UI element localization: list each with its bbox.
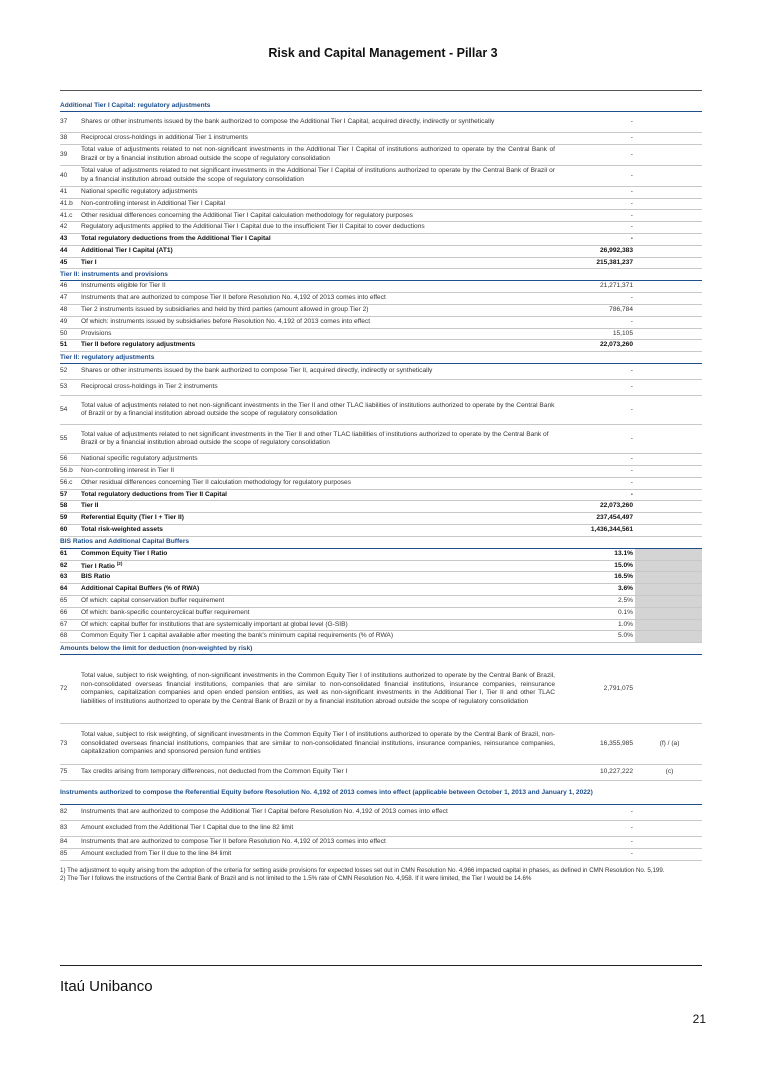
row-value: 1,436,344,561 — [561, 524, 635, 536]
table-row — [60, 572, 702, 584]
row-number: 73 — [60, 724, 79, 765]
table-row — [60, 293, 702, 305]
section-title: Tier II: regulatory adjustments — [60, 352, 702, 364]
row-description — [79, 304, 561, 316]
row-number: 53 — [60, 380, 79, 396]
row-description-text: Total value, subject to risk weighting, of significant investments in the Common Equity Tier I of institutions authorized to operate by the Central Bank of Brazil, non-consolidated overseas financial institutions, companies that are similar to non-consolidated financial institutions, insurance companies, reinsurance companies, capitalization companies and sponsored pension fund entities — [81, 731, 555, 756]
row-description — [79, 584, 561, 596]
row-number: 56.c — [60, 477, 79, 489]
row-description — [79, 805, 561, 821]
row-reference — [635, 584, 702, 596]
row-description-text: Tax credits arising from temporary differences, not deducted from the Common Equity Tier I — [81, 768, 348, 776]
row-reference — [635, 210, 702, 222]
table-row — [60, 380, 702, 396]
row-number: 37 — [60, 112, 79, 133]
row-description — [79, 364, 561, 380]
row-number: 51 — [60, 340, 79, 352]
row-value: 15,105 — [561, 328, 635, 340]
row-reference — [635, 477, 702, 489]
table-row — [60, 245, 702, 257]
row-value: 3.6% — [561, 584, 635, 596]
row-reference — [635, 380, 702, 396]
row-reference — [635, 293, 702, 305]
table-row — [60, 805, 702, 821]
row-value: 21,271,371 — [561, 281, 635, 293]
row-value: 16.5% — [561, 572, 635, 584]
row-value: 1.0% — [561, 619, 635, 631]
row-reference — [635, 340, 702, 352]
section-header-row — [60, 643, 702, 655]
row-number: 49 — [60, 316, 79, 328]
footnotes — [60, 867, 702, 884]
row-value: - — [561, 465, 635, 477]
row-description-text: Total risk-weighted assets — [81, 526, 163, 534]
row-description — [79, 396, 561, 425]
row-description — [79, 222, 561, 234]
table-row — [60, 454, 702, 466]
row-reference — [635, 805, 702, 821]
row-description-text: Additional Capital Buffers (% of RWA) — [81, 585, 200, 593]
row-number: 56 — [60, 454, 79, 466]
row-description — [79, 186, 561, 198]
row-reference — [635, 304, 702, 316]
row-description — [79, 595, 561, 607]
row-reference — [635, 316, 702, 328]
row-description — [79, 328, 561, 340]
table-row — [60, 281, 702, 293]
row-description-text: Additional Tier I Capital (AT1) — [81, 246, 173, 254]
row-number: 55 — [60, 425, 79, 454]
row-value: - — [561, 454, 635, 466]
row-description — [79, 210, 561, 222]
row-number: 61 — [60, 548, 79, 560]
row-reference — [635, 186, 702, 198]
row-description — [79, 837, 561, 849]
row-description — [79, 848, 561, 860]
row-reference — [635, 144, 702, 165]
table-row — [60, 821, 702, 837]
page-title: Risk and Capital Management - Pillar 3 — [268, 46, 498, 60]
row-reference — [635, 631, 702, 643]
row-description-text: Tier II — [81, 502, 99, 510]
row-reference — [635, 848, 702, 860]
row-reference — [635, 513, 702, 525]
row-description-text: Shares or other instruments issued by the bank authorized to compose Tier II, acquired directly, indirectly or synthetically — [81, 367, 433, 375]
row-value: 10,227,222 — [561, 765, 635, 781]
row-value: - — [561, 316, 635, 328]
row-number: 46 — [60, 281, 79, 293]
row-description — [79, 454, 561, 466]
table-row — [60, 144, 702, 165]
row-description-text: Tier I Ratio — [81, 562, 115, 570]
table-row — [60, 837, 702, 849]
table-row — [60, 631, 702, 643]
row-value: - — [561, 144, 635, 165]
row-reference — [635, 222, 702, 234]
row-description-text: Tier 2 instruments issued by subsidiaries and held by third parties (amount allowed in group Tier 2) — [81, 306, 369, 314]
row-description — [79, 501, 561, 513]
row-reference: (f) / (a) — [635, 724, 702, 765]
row-value: 15.0% — [561, 560, 635, 572]
table-row — [60, 655, 702, 724]
row-number: 68 — [60, 631, 79, 643]
row-description — [79, 293, 561, 305]
row-reference — [635, 245, 702, 257]
row-description-text: BIS Ratio — [81, 573, 111, 581]
top-divider — [60, 90, 702, 91]
row-value: 16,355,985 — [561, 724, 635, 765]
row-value: - — [561, 837, 635, 849]
table-row — [60, 133, 702, 145]
row-description — [79, 281, 561, 293]
footnote: 1) The adjustment to equity arising from the adoption of the criteria for setting aside provisions for expected losses set out in CMN Resolution No. 4,966 impacted capital in phases, as defined in CMN Resolution No. 5,199. — [60, 866, 665, 874]
row-reference — [635, 560, 702, 572]
table-row — [60, 524, 702, 536]
row-value: 215,381,237 — [561, 257, 635, 269]
row-description-text: Other residual differences concerning the Additional Tier I Capital calculation methodology for regulatory purposes — [81, 211, 413, 219]
footnote: 2) The Tier I follows the instructions of the Central Bank of Brazil and is not limited to the 1.5% rate of CMN Resolution No. 4,958. If it were limited, the Tier I would be 14.6% — [60, 875, 532, 883]
row-description — [79, 548, 561, 560]
row-reference — [635, 837, 702, 849]
row-number: 56.b — [60, 465, 79, 477]
row-description-text: Common Equity Tier I Ratio — [81, 549, 168, 557]
row-number: 42 — [60, 222, 79, 234]
row-description-text: Provisions — [81, 329, 112, 337]
table-row — [60, 222, 702, 234]
table-row — [60, 584, 702, 596]
row-description-text: Total regulatory deductions from Tier II Capital — [81, 490, 227, 498]
section-header-row — [60, 269, 702, 281]
table-row — [60, 304, 702, 316]
row-description — [79, 425, 561, 454]
row-reference — [635, 396, 702, 425]
row-number: 54 — [60, 396, 79, 425]
row-number: 57 — [60, 489, 79, 501]
table-row — [60, 477, 702, 489]
row-reference — [635, 454, 702, 466]
row-value: 786,784 — [561, 304, 635, 316]
row-description-text: Total value of adjustments related to net significant investments in the Tier II and other TLAC liabilities of institutions authorized to operate by the Central Bank of Brazil or by a financial institution abroad outside the scope of regulatory consolidation — [81, 430, 549, 447]
row-description-text: Shares or other instruments issued by the bank authorized to compose the Additional Tier I Capital, acquired directly, indirectly or synthetically — [81, 117, 495, 125]
row-value: 2.5% — [561, 595, 635, 607]
row-value: - — [561, 425, 635, 454]
section-header-row — [60, 352, 702, 364]
row-description — [79, 198, 561, 210]
row-number: 67 — [60, 619, 79, 631]
row-description — [79, 233, 561, 245]
row-value: - — [561, 364, 635, 380]
row-number: 44 — [60, 245, 79, 257]
row-reference — [635, 198, 702, 210]
row-value: - — [561, 222, 635, 234]
row-value: - — [561, 133, 635, 145]
capital-composition-table-area — [60, 100, 702, 883]
row-description-text: Other residual differences concerning Tier II calculation methodology for regulatory purposes — [81, 478, 352, 486]
row-reference — [635, 548, 702, 560]
row-number: 59 — [60, 513, 79, 525]
section-title: BIS Ratios and Additional Capital Buffers — [60, 536, 702, 548]
row-number: 64 — [60, 584, 79, 596]
section-header-row — [60, 781, 702, 805]
section-title: Instruments authorized to compose the Referential Equity before Resolution No. 4,192 of 2013 comes into effect (applicable between October 1, 2013 and January 1, 2022) — [60, 781, 702, 805]
row-description — [79, 380, 561, 396]
row-description — [79, 477, 561, 489]
row-description — [79, 631, 561, 643]
page-number: 21 — [692, 1012, 706, 1026]
row-reference — [635, 257, 702, 269]
row-number: 45 — [60, 257, 79, 269]
row-description — [79, 572, 561, 584]
row-description — [79, 655, 561, 724]
table-row — [60, 316, 702, 328]
table-row — [60, 548, 702, 560]
row-number: 60 — [60, 524, 79, 536]
row-value: - — [561, 112, 635, 133]
row-description-text: Total value of adjustments related to net non-significant investments in the Additional Tier I Capital of institutions authorized to operate by the Central Bank of Brazil or by a financial institution abroad outside the scope of regulatory consolidation — [81, 146, 555, 162]
row-value: - — [561, 380, 635, 396]
row-description-text: National specific regulatory adjustments — [81, 187, 198, 195]
row-description — [79, 133, 561, 145]
row-reference — [635, 821, 702, 837]
row-description-text: Instruments eligible for Tier II — [81, 282, 166, 290]
table-row — [60, 489, 702, 501]
table-row — [60, 425, 702, 454]
row-number: 52 — [60, 364, 79, 380]
table-row — [60, 595, 702, 607]
row-value: 22,073,260 — [561, 340, 635, 352]
row-description-text: Non-controlling interest in Tier II — [81, 467, 175, 475]
row-description-text: Non-controlling interest in Additional Tier I Capital — [81, 199, 226, 207]
row-number: 63 — [60, 572, 79, 584]
row-description-text: Amount excluded from Tier II due to the line 84 limit — [81, 850, 232, 858]
row-reference — [635, 133, 702, 145]
row-description-text: Total regulatory deductions from the Additional Tier I Capital — [81, 235, 271, 243]
row-value: - — [561, 293, 635, 305]
row-reference — [635, 233, 702, 245]
row-value: - — [561, 805, 635, 821]
table-row — [60, 340, 702, 352]
row-number: 43 — [60, 233, 79, 245]
row-value: 0.1% — [561, 607, 635, 619]
row-number: 82 — [60, 805, 79, 821]
row-description — [79, 724, 561, 765]
row-reference — [635, 501, 702, 513]
row-reference — [635, 281, 702, 293]
row-description — [79, 316, 561, 328]
row-reference — [635, 165, 702, 186]
table-row — [60, 607, 702, 619]
table-row — [60, 396, 702, 425]
row-number: 41.c — [60, 210, 79, 222]
row-description-text: Regulatory adjustments applied to the Additional Tier I Capital due to the insufficient Tier II Capital to cover deductions — [81, 223, 425, 231]
row-reference — [635, 364, 702, 380]
row-reference — [635, 595, 702, 607]
row-number: 83 — [60, 821, 79, 837]
table-row — [60, 328, 702, 340]
row-value: - — [561, 848, 635, 860]
row-number: 41 — [60, 186, 79, 198]
table-row — [60, 165, 702, 186]
table-row — [60, 257, 702, 269]
table-row — [60, 186, 702, 198]
row-description — [79, 465, 561, 477]
row-value: - — [561, 396, 635, 425]
row-reference — [635, 524, 702, 536]
row-description-text: Common Equity Tier 1 capital available after meeting the bank's minimum capital requirements (% of RWA) — [81, 632, 394, 640]
row-description-text: Total value, subject to risk weighting, of non-significant investments in the Common Equity Tier I of institutions authorized to operate by the Central Bank of Brazil, non-consolidated overseas financial institutions, companies that are similar to non-consolidated financial institutions, insurance companies, reinsurance companies, capitalization companies and open ended pension entities, as well as non-significant investments in the Additional Tier I, Tier II and other TLAC liabilities of institutions authorized to operate by the Central Bank of Brazil or by a financial institution abroad outside the scope of regulatory consolidation — [81, 671, 555, 705]
row-value: - — [561, 477, 635, 489]
row-value: - — [561, 165, 635, 186]
row-description-text: Instruments that are authorized to compose the Additional Tier I Capital before Resolution No. 4,192 of 2013 comes into effect — [81, 808, 448, 816]
table-row — [60, 233, 702, 245]
row-number: 75 — [60, 765, 79, 781]
row-description-text: Amount excluded from the Additional Tier I Capital due to the line 82 limit — [81, 824, 294, 832]
row-description-text: Reciprocal cross-holdings in Tier 2 instruments — [81, 383, 218, 391]
table-row — [60, 619, 702, 631]
row-description-text: Reciprocal cross-holdings in additional Tier 1 instruments — [81, 134, 248, 142]
row-value: 5.0% — [561, 631, 635, 643]
row-description — [79, 524, 561, 536]
row-number: 39 — [60, 144, 79, 165]
row-description-text: Referential Equity (Tier I + Tier II) — [81, 514, 184, 522]
table-row — [60, 560, 702, 572]
row-description — [79, 112, 561, 133]
table-row — [60, 210, 702, 222]
row-value: 26,992,383 — [561, 245, 635, 257]
row-number: 41.b — [60, 198, 79, 210]
row-number: 72 — [60, 655, 79, 724]
row-description — [79, 489, 561, 501]
row-reference — [635, 489, 702, 501]
table-row — [60, 513, 702, 525]
table-row — [60, 724, 702, 765]
row-number: 48 — [60, 304, 79, 316]
brand-name: Itaú Unibanco — [60, 978, 153, 995]
row-description — [79, 765, 561, 781]
row-description — [79, 165, 561, 186]
section-header-row — [60, 536, 702, 548]
row-description-text: Instruments that are authorized to compose Tier II before Resolution No. 4,192 of 2013 comes into effect — [81, 294, 386, 302]
row-number: 84 — [60, 837, 79, 849]
row-number: 47 — [60, 293, 79, 305]
row-description — [79, 340, 561, 352]
row-reference — [635, 572, 702, 584]
table-row — [60, 765, 702, 781]
row-description-text: Tier I — [81, 258, 97, 266]
row-description — [79, 560, 561, 572]
row-reference — [635, 655, 702, 724]
section-title: Amounts below the limit for deduction (non-weighted by risk) — [60, 643, 702, 655]
row-value: - — [561, 489, 635, 501]
row-description — [79, 245, 561, 257]
row-description-text: Of which: capital buffer for institutions that are systemically important at global level (G-SIB) — [81, 620, 348, 628]
row-reference: (c) — [635, 765, 702, 781]
capital-composition-table — [60, 100, 702, 861]
section-title: Additional Tier I Capital: regulatory adjustments — [60, 100, 702, 112]
table-row — [60, 848, 702, 860]
row-reference — [635, 619, 702, 631]
row-description — [79, 257, 561, 269]
row-description-text: Instruments that are authorized to compose Tier II before Resolution No. 4,192 of 2013 comes into effect — [81, 838, 386, 846]
row-reference — [635, 328, 702, 340]
row-value: - — [561, 198, 635, 210]
row-value: 22,073,260 — [561, 501, 635, 513]
row-value: - — [561, 186, 635, 198]
row-description — [79, 821, 561, 837]
row-number: 66 — [60, 607, 79, 619]
table-row — [60, 198, 702, 210]
row-description — [79, 144, 561, 165]
section-title: Tier II: instruments and provisions — [60, 269, 702, 281]
row-description — [79, 513, 561, 525]
table-row — [60, 364, 702, 380]
row-number: 40 — [60, 165, 79, 186]
row-description — [79, 607, 561, 619]
row-description-text: Of which: capital conservation buffer requirement — [81, 597, 225, 605]
row-value: - — [561, 821, 635, 837]
row-reference — [635, 607, 702, 619]
row-description-text: Of which: bank-specific countercyclical buffer requirement — [81, 608, 250, 616]
row-description-text: Total value of adjustments related to net non-significant investments in the Tier II and other TLAC liabilities of institutions authorized to operate by the Central Bank of Brazil or by a financial institution abroad outside the scope of regulatory consolidation — [81, 401, 555, 418]
table-row — [60, 501, 702, 513]
row-number: 58 — [60, 501, 79, 513]
row-number: 65 — [60, 595, 79, 607]
footnote-marker: (2) — [116, 560, 123, 566]
row-value: 2,791,075 — [561, 655, 635, 724]
row-reference — [635, 425, 702, 454]
row-description-text: Tier II before regulatory adjustments — [81, 341, 196, 349]
table-row — [60, 465, 702, 477]
row-value: 13.1% — [561, 548, 635, 560]
row-value: 237,454,497 — [561, 513, 635, 525]
footer-divider — [60, 965, 702, 966]
row-description-text: Of which: instruments issued by subsidiaries before Resolution No. 4,192 of 2013 comes into effect — [81, 317, 371, 325]
row-reference — [635, 465, 702, 477]
row-description-text: National specific regulatory adjustments — [81, 455, 198, 463]
row-number: 38 — [60, 133, 79, 145]
table-row — [60, 112, 702, 133]
section-header-row — [60, 100, 702, 112]
row-value: - — [561, 210, 635, 222]
row-number: 50 — [60, 328, 79, 340]
row-description-text: Total value of adjustments related to net significant investments in the Additional Tier I Capital of institutions authorized to operate by the Central Bank of Brazil or by a financial institution abroad outside the scope of regulatory consolidation — [81, 167, 555, 183]
row-number: 62 — [60, 560, 79, 572]
row-number: 85 — [60, 848, 79, 860]
row-value: - — [561, 233, 635, 245]
row-reference — [635, 112, 702, 133]
row-description — [79, 619, 561, 631]
